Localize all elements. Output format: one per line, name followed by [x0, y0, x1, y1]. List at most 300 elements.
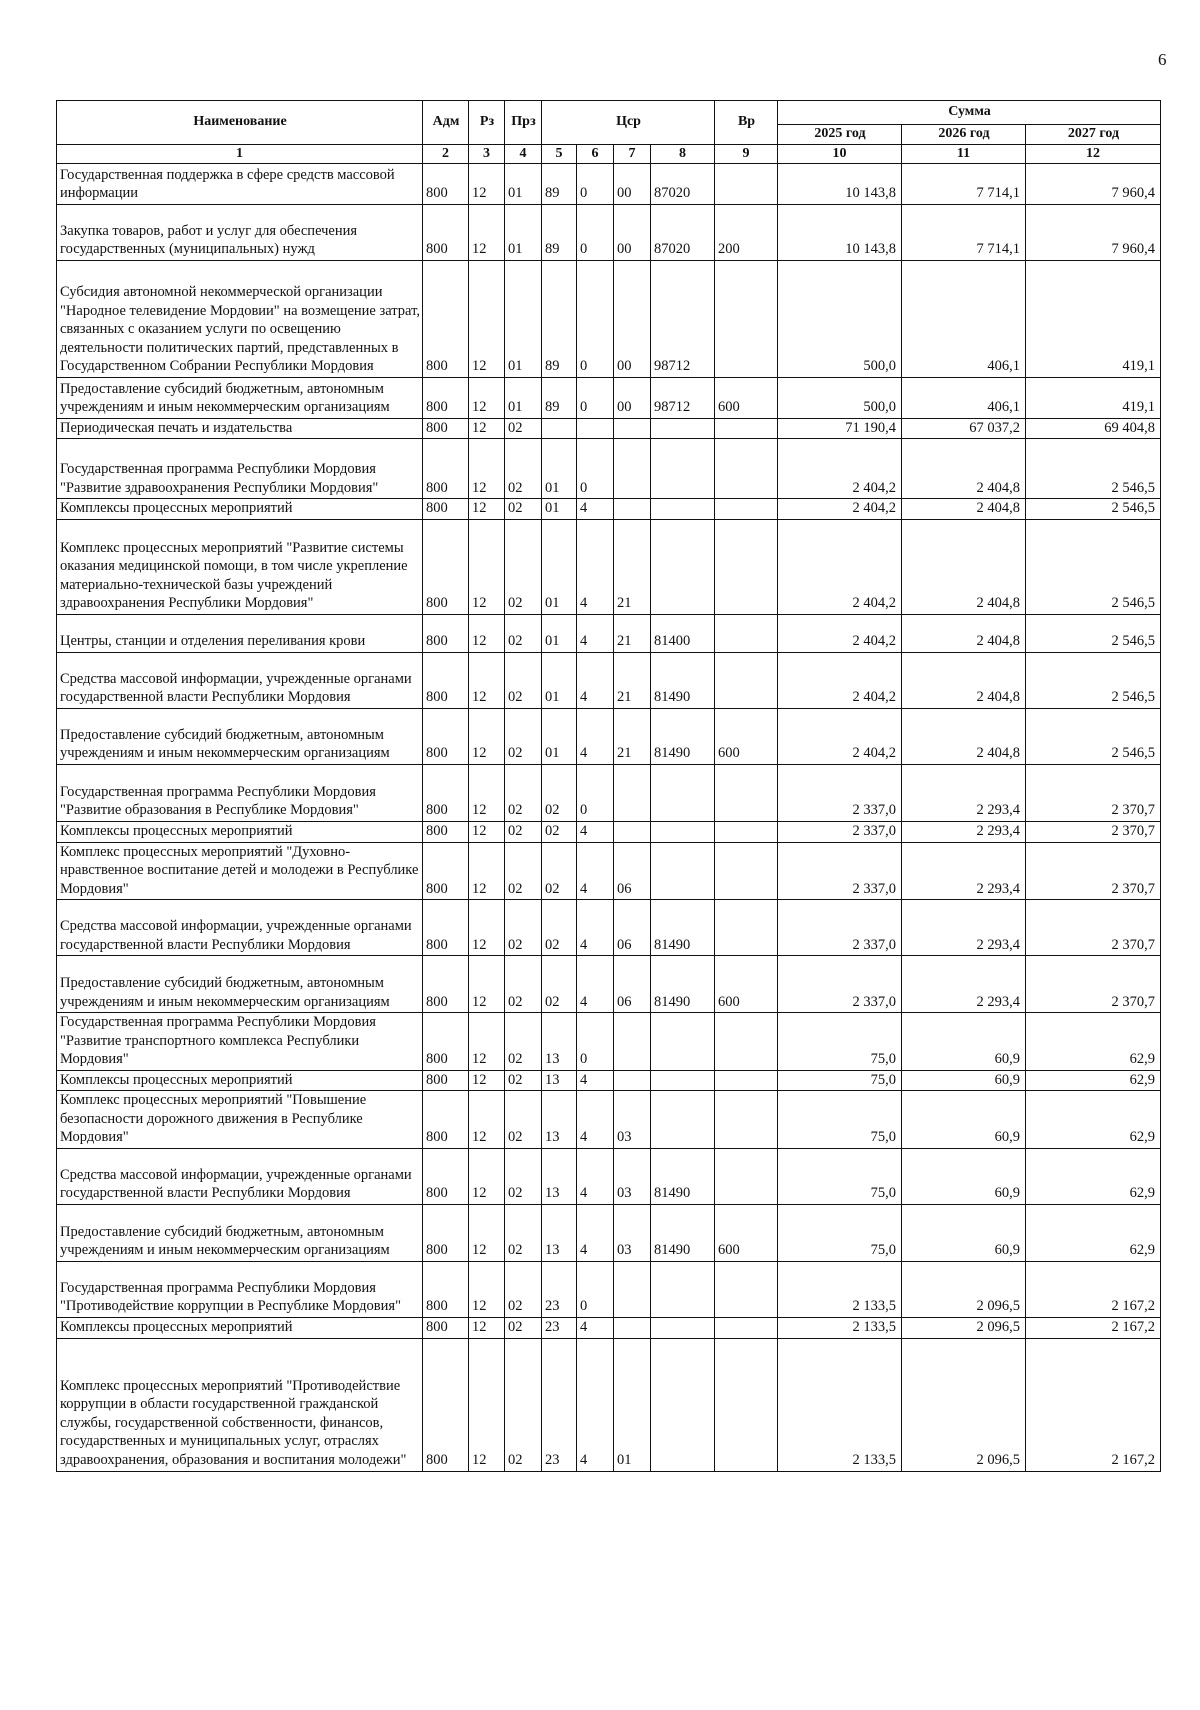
- row-vr: [715, 822, 778, 843]
- row-sum-2025: 2 133,5: [778, 1338, 902, 1471]
- row-csr-subprogram: [614, 1318, 651, 1339]
- row-csr-subprogram: [614, 439, 651, 499]
- row-rz: 12: [469, 260, 505, 377]
- row-vr: 200: [715, 204, 778, 260]
- row-sum-2026: 60,9: [902, 1070, 1026, 1091]
- row-sum-2025: 10 143,8: [778, 163, 902, 204]
- row-adm: 800: [423, 1262, 469, 1318]
- row-sum-2025: 2 337,0: [778, 822, 902, 843]
- row-name: Комплекс процессных мероприятий "Противодействие коррупции в области государственной гражданской службы, государственной собственности, финансов, государственных и муниципальных услуг, отраслях здравоохранения, образования и воспитания молодежи": [57, 1338, 423, 1471]
- row-sum-2027: 2 370,7: [1026, 900, 1161, 956]
- column-number: 6: [577, 144, 614, 163]
- row-csr-direction: [651, 822, 715, 843]
- row-name: Центры, станции и отделения переливания крови: [57, 615, 423, 653]
- row-vr: [715, 1149, 778, 1205]
- row-sum-2027: 2 167,2: [1026, 1262, 1161, 1318]
- row-prz: 02: [505, 1262, 542, 1318]
- table-row: [57, 260, 1161, 377]
- column-number: 2: [423, 144, 469, 163]
- header-csr: Цср: [542, 101, 715, 145]
- row-csr-direction: [651, 1338, 715, 1471]
- row-sum-2027: 2 370,7: [1026, 956, 1161, 1013]
- row-name: Средства массовой информации, учрежденные органами государственной власти Республики Мордовия: [57, 653, 423, 709]
- table-body: [57, 163, 1161, 1471]
- row-adm: 800: [423, 1338, 469, 1471]
- row-csr-subprogram: 00: [614, 163, 651, 204]
- row-name: Средства массовой информации, учрежденные органами государственной власти Республики Мордовия: [57, 900, 423, 956]
- row-csr-program: 23: [542, 1262, 577, 1318]
- row-sum-2026: 2 293,4: [902, 765, 1026, 822]
- row-csr-type: 4: [577, 1149, 614, 1205]
- column-number: 1: [57, 144, 423, 163]
- row-prz: 02: [505, 1070, 542, 1091]
- row-sum-2026: 2 096,5: [902, 1338, 1026, 1471]
- row-vr: [715, 418, 778, 439]
- row-sum-2026: 2 293,4: [902, 822, 1026, 843]
- table-row: [57, 956, 1161, 1013]
- row-csr-subprogram: 06: [614, 956, 651, 1013]
- row-csr-program: 89: [542, 377, 577, 418]
- row-csr-type: 4: [577, 615, 614, 653]
- row-csr-program: 02: [542, 900, 577, 956]
- row-sum-2025: 71 190,4: [778, 418, 902, 439]
- row-rz: 12: [469, 163, 505, 204]
- row-sum-2026: 7 714,1: [902, 204, 1026, 260]
- row-csr-type: 0: [577, 204, 614, 260]
- row-prz: 01: [505, 260, 542, 377]
- row-adm: 800: [423, 260, 469, 377]
- row-adm: 800: [423, 956, 469, 1013]
- row-csr-type: [577, 418, 614, 439]
- column-number: 7: [614, 144, 651, 163]
- row-name: Предоставление субсидий бюджетным, автономным учреждениям и иным некоммерческим организациям: [57, 377, 423, 418]
- table-row: [57, 418, 1161, 439]
- row-vr: [715, 653, 778, 709]
- row-name: Предоставление субсидий бюджетным, автономным учреждениям и иным некоммерческим организациям: [57, 1205, 423, 1262]
- row-sum-2025: 75,0: [778, 1013, 902, 1071]
- row-csr-subprogram: 21: [614, 520, 651, 615]
- row-name: Периодическая печать и издательства: [57, 418, 423, 439]
- row-sum-2027: 2 546,5: [1026, 653, 1161, 709]
- row-sum-2026: 2 404,8: [902, 499, 1026, 520]
- row-sum-2027: 2 546,5: [1026, 499, 1161, 520]
- row-csr-subprogram: [614, 1013, 651, 1071]
- row-csr-program: 89: [542, 163, 577, 204]
- column-number: 8: [651, 144, 715, 163]
- row-vr: [715, 439, 778, 499]
- row-adm: 800: [423, 520, 469, 615]
- header-year-2026: 2026 год: [902, 125, 1026, 145]
- row-sum-2027: 2 167,2: [1026, 1318, 1161, 1339]
- row-sum-2025: 75,0: [778, 1205, 902, 1262]
- row-csr-type: 4: [577, 1091, 614, 1149]
- row-sum-2027: 2 167,2: [1026, 1338, 1161, 1471]
- row-rz: 12: [469, 520, 505, 615]
- header-year-2027: 2027 год: [1026, 125, 1161, 145]
- row-adm: 800: [423, 1149, 469, 1205]
- table-row: [57, 822, 1161, 843]
- row-prz: 02: [505, 1205, 542, 1262]
- row-csr-subprogram: 00: [614, 204, 651, 260]
- row-sum-2026: 60,9: [902, 1205, 1026, 1262]
- row-rz: 12: [469, 653, 505, 709]
- row-csr-direction: [651, 520, 715, 615]
- row-name: Государственная программа Республики Мордовия "Противодействие коррупции в Республике Мордовия": [57, 1262, 423, 1318]
- row-sum-2025: 75,0: [778, 1149, 902, 1205]
- table-row: [57, 1338, 1161, 1471]
- row-csr-direction: 81490: [651, 1149, 715, 1205]
- row-csr-program: 13: [542, 1091, 577, 1149]
- row-sum-2026: 406,1: [902, 260, 1026, 377]
- row-csr-type: 4: [577, 520, 614, 615]
- row-csr-subprogram: 01: [614, 1338, 651, 1471]
- row-sum-2025: 75,0: [778, 1091, 902, 1149]
- row-adm: 800: [423, 1205, 469, 1262]
- row-csr-direction: 98712: [651, 377, 715, 418]
- row-sum-2025: 10 143,8: [778, 204, 902, 260]
- row-rz: 12: [469, 1338, 505, 1471]
- header-row: [57, 101, 1161, 125]
- row-csr-subprogram: [614, 1262, 651, 1318]
- row-vr: 600: [715, 956, 778, 1013]
- row-rz: 12: [469, 1013, 505, 1071]
- row-vr: [715, 1262, 778, 1318]
- row-prz: 02: [505, 1318, 542, 1339]
- row-csr-subprogram: 21: [614, 709, 651, 765]
- budget-table: [56, 100, 1161, 1472]
- row-prz: 02: [505, 1338, 542, 1471]
- row-prz: 02: [505, 822, 542, 843]
- row-csr-type: 0: [577, 163, 614, 204]
- row-sum-2027: 419,1: [1026, 377, 1161, 418]
- row-prz: 02: [505, 1091, 542, 1149]
- row-name: Средства массовой информации, учрежденные органами государственной власти Республики Мордовия: [57, 1149, 423, 1205]
- row-adm: 800: [423, 377, 469, 418]
- row-prz: 02: [505, 1013, 542, 1071]
- row-csr-direction: 87020: [651, 204, 715, 260]
- row-vr: [715, 615, 778, 653]
- row-csr-program: 13: [542, 1013, 577, 1071]
- row-sum-2026: 60,9: [902, 1149, 1026, 1205]
- row-adm: 800: [423, 709, 469, 765]
- row-adm: 800: [423, 615, 469, 653]
- header-rz: Рз: [469, 101, 505, 145]
- row-vr: [715, 260, 778, 377]
- row-vr: [715, 1013, 778, 1071]
- table-row: [57, 1149, 1161, 1205]
- row-prz: 02: [505, 439, 542, 499]
- row-sum-2027: 62,9: [1026, 1205, 1161, 1262]
- table-row: [57, 709, 1161, 765]
- table-row: [57, 1091, 1161, 1149]
- row-csr-type: 4: [577, 1318, 614, 1339]
- header-prz: Прз: [505, 101, 542, 145]
- table-row: [57, 615, 1161, 653]
- row-csr-subprogram: 21: [614, 653, 651, 709]
- row-name: Комплексы процессных мероприятий: [57, 1070, 423, 1091]
- row-csr-subprogram: [614, 1070, 651, 1091]
- row-vr: [715, 1338, 778, 1471]
- row-csr-subprogram: 21: [614, 615, 651, 653]
- row-csr-type: 4: [577, 956, 614, 1013]
- row-csr-type: 0: [577, 765, 614, 822]
- row-sum-2027: 62,9: [1026, 1070, 1161, 1091]
- row-rz: 12: [469, 418, 505, 439]
- row-sum-2025: 2 133,5: [778, 1262, 902, 1318]
- row-csr-program: 02: [542, 765, 577, 822]
- row-rz: 12: [469, 765, 505, 822]
- row-csr-program: 01: [542, 499, 577, 520]
- row-rz: 12: [469, 709, 505, 765]
- row-sum-2026: 2 293,4: [902, 900, 1026, 956]
- row-rz: 12: [469, 1091, 505, 1149]
- row-sum-2027: 62,9: [1026, 1091, 1161, 1149]
- row-sum-2026: 67 037,2: [902, 418, 1026, 439]
- table-row: [57, 204, 1161, 260]
- row-adm: 800: [423, 822, 469, 843]
- row-prz: 02: [505, 499, 542, 520]
- row-sum-2026: 2 404,8: [902, 439, 1026, 499]
- row-sum-2025: 75,0: [778, 1070, 902, 1091]
- row-vr: 600: [715, 1205, 778, 1262]
- row-adm: 800: [423, 499, 469, 520]
- table-row: [57, 1262, 1161, 1318]
- row-name: Закупка товаров, работ и услуг для обеспечения государственных (муниципальных) нужд: [57, 204, 423, 260]
- row-csr-direction: [651, 418, 715, 439]
- row-csr-type: 0: [577, 260, 614, 377]
- row-prz: 02: [505, 765, 542, 822]
- row-sum-2027: 2 546,5: [1026, 439, 1161, 499]
- row-name: Предоставление субсидий бюджетным, автономным учреждениям и иным некоммерческим организациям: [57, 956, 423, 1013]
- row-csr-type: 4: [577, 900, 614, 956]
- row-prz: 01: [505, 204, 542, 260]
- row-csr-program: 02: [542, 956, 577, 1013]
- row-prz: 01: [505, 163, 542, 204]
- row-sum-2026: 2 293,4: [902, 956, 1026, 1013]
- row-csr-program: 01: [542, 520, 577, 615]
- row-csr-subprogram: 03: [614, 1091, 651, 1149]
- row-sum-2025: 2 404,2: [778, 653, 902, 709]
- row-csr-direction: 81490: [651, 1205, 715, 1262]
- table-row: [57, 520, 1161, 615]
- row-csr-program: 89: [542, 260, 577, 377]
- row-name: Предоставление субсидий бюджетным, автономным учреждениям и иным некоммерческим организациям: [57, 709, 423, 765]
- row-sum-2026: 2 293,4: [902, 842, 1026, 900]
- row-csr-direction: [651, 1013, 715, 1071]
- row-csr-program: 23: [542, 1318, 577, 1339]
- row-prz: 01: [505, 377, 542, 418]
- row-name: Комплекс процессных мероприятий "Повышение безопасности дорожного движения в Республике Мордовия": [57, 1091, 423, 1149]
- row-vr: [715, 163, 778, 204]
- row-name: Комплекс процессных мероприятий "Развитие системы оказания медицинской помощи, в том числе укрепление материально-технической базы учреждений здравоохранения Республики Мордовия": [57, 520, 423, 615]
- row-csr-program: 13: [542, 1070, 577, 1091]
- row-csr-subprogram: [614, 418, 651, 439]
- row-csr-type: 0: [577, 439, 614, 499]
- row-name: Субсидия автономной некоммерческой организации "Народное телевидение Мордовии" на возмещение затрат, связанных с оказанием услуги по освещению деятельности политических партий, представленных в Государственном Собрании Республики Мордовия: [57, 260, 423, 377]
- row-sum-2027: 2 546,5: [1026, 520, 1161, 615]
- row-csr-subprogram: 00: [614, 377, 651, 418]
- row-csr-direction: [651, 1091, 715, 1149]
- row-csr-type: 4: [577, 1205, 614, 1262]
- row-prz: 02: [505, 842, 542, 900]
- row-sum-2027: 7 960,4: [1026, 204, 1161, 260]
- column-number: 11: [902, 144, 1026, 163]
- row-rz: 12: [469, 1070, 505, 1091]
- row-sum-2027: 2 370,7: [1026, 842, 1161, 900]
- row-rz: 12: [469, 900, 505, 956]
- table-row: [57, 1013, 1161, 1071]
- row-sum-2026: 2 404,8: [902, 520, 1026, 615]
- row-prz: 02: [505, 520, 542, 615]
- row-csr-direction: 87020: [651, 163, 715, 204]
- column-number: 9: [715, 144, 778, 163]
- table-row: [57, 1318, 1161, 1339]
- row-prz: 02: [505, 615, 542, 653]
- row-sum-2025: 2 337,0: [778, 956, 902, 1013]
- row-rz: 12: [469, 499, 505, 520]
- header-adm: Адм: [423, 101, 469, 145]
- row-adm: 800: [423, 1091, 469, 1149]
- row-sum-2025: 500,0: [778, 260, 902, 377]
- row-csr-direction: 81490: [651, 900, 715, 956]
- row-adm: 800: [423, 204, 469, 260]
- row-rz: 12: [469, 1262, 505, 1318]
- row-csr-program: 01: [542, 709, 577, 765]
- row-rz: 12: [469, 956, 505, 1013]
- column-number: 5: [542, 144, 577, 163]
- row-sum-2025: 2 337,0: [778, 842, 902, 900]
- row-adm: 800: [423, 418, 469, 439]
- table-row: [57, 499, 1161, 520]
- header-vr: Вр: [715, 101, 778, 145]
- row-sum-2025: 2 404,2: [778, 709, 902, 765]
- row-csr-type: 4: [577, 1070, 614, 1091]
- row-csr-subprogram: 03: [614, 1149, 651, 1205]
- row-csr-program: 13: [542, 1205, 577, 1262]
- row-sum-2027: 69 404,8: [1026, 418, 1161, 439]
- row-sum-2026: 2 096,5: [902, 1262, 1026, 1318]
- row-rz: 12: [469, 615, 505, 653]
- row-vr: [715, 842, 778, 900]
- row-sum-2026: 406,1: [902, 377, 1026, 418]
- row-csr-subprogram: [614, 765, 651, 822]
- row-sum-2026: 2 404,8: [902, 709, 1026, 765]
- row-name: Комплексы процессных мероприятий: [57, 499, 423, 520]
- page-number: 6: [1158, 50, 1167, 69]
- row-csr-type: 4: [577, 1338, 614, 1471]
- row-sum-2025: 2 337,0: [778, 900, 902, 956]
- row-adm: 800: [423, 653, 469, 709]
- column-number: 12: [1026, 144, 1161, 163]
- row-prz: 02: [505, 418, 542, 439]
- row-adm: 800: [423, 1318, 469, 1339]
- column-number-row: [57, 144, 1161, 163]
- row-adm: 800: [423, 900, 469, 956]
- row-prz: 02: [505, 653, 542, 709]
- row-rz: 12: [469, 822, 505, 843]
- table-row: [57, 765, 1161, 822]
- row-vr: [715, 499, 778, 520]
- table-row: [57, 1070, 1161, 1091]
- table-row: [57, 439, 1161, 499]
- row-sum-2025: 2 404,2: [778, 520, 902, 615]
- row-csr-type: 4: [577, 499, 614, 520]
- row-rz: 12: [469, 204, 505, 260]
- row-csr-subprogram: 03: [614, 1205, 651, 1262]
- column-number: 4: [505, 144, 542, 163]
- row-csr-direction: 81490: [651, 709, 715, 765]
- row-rz: 12: [469, 842, 505, 900]
- row-rz: 12: [469, 1149, 505, 1205]
- row-csr-subprogram: [614, 822, 651, 843]
- row-csr-direction: [651, 1318, 715, 1339]
- table-row: [57, 842, 1161, 900]
- row-prz: 02: [505, 956, 542, 1013]
- row-sum-2027: 419,1: [1026, 260, 1161, 377]
- row-adm: 800: [423, 439, 469, 499]
- table-row: [57, 1205, 1161, 1262]
- header-name: Наименование: [57, 101, 423, 145]
- row-adm: 800: [423, 163, 469, 204]
- row-sum-2027: 2 546,5: [1026, 615, 1161, 653]
- row-csr-direction: [651, 499, 715, 520]
- row-sum-2027: 2 546,5: [1026, 709, 1161, 765]
- row-adm: 800: [423, 1013, 469, 1071]
- row-csr-type: 0: [577, 1013, 614, 1071]
- row-sum-2026: 60,9: [902, 1013, 1026, 1071]
- row-vr: [715, 900, 778, 956]
- row-csr-direction: [651, 439, 715, 499]
- row-csr-type: 4: [577, 842, 614, 900]
- row-csr-program: 01: [542, 439, 577, 499]
- row-rz: 12: [469, 1205, 505, 1262]
- row-csr-program: 89: [542, 204, 577, 260]
- row-csr-direction: 98712: [651, 260, 715, 377]
- row-name: Государственная программа Республики Мордовия "Развитие транспортного комплекса Республики Мордовия": [57, 1013, 423, 1071]
- row-vr: [715, 765, 778, 822]
- row-name: Государственная поддержка в сфере средств массовой информации: [57, 163, 423, 204]
- column-number: 10: [778, 144, 902, 163]
- row-sum-2027: 62,9: [1026, 1149, 1161, 1205]
- row-csr-type: 4: [577, 822, 614, 843]
- row-csr-program: 02: [542, 822, 577, 843]
- row-csr-direction: 81490: [651, 653, 715, 709]
- row-sum-2025: 2 404,2: [778, 499, 902, 520]
- row-sum-2026: 2 404,8: [902, 615, 1026, 653]
- row-csr-direction: [651, 1262, 715, 1318]
- row-rz: 12: [469, 439, 505, 499]
- row-prz: 02: [505, 709, 542, 765]
- row-csr-type: 0: [577, 1262, 614, 1318]
- row-csr-type: 4: [577, 709, 614, 765]
- table-row: [57, 653, 1161, 709]
- row-sum-2026: 2 096,5: [902, 1318, 1026, 1339]
- row-vr: [715, 1070, 778, 1091]
- row-sum-2025: 2 404,2: [778, 439, 902, 499]
- row-csr-subprogram: 00: [614, 260, 651, 377]
- row-sum-2025: 500,0: [778, 377, 902, 418]
- row-name: Комплексы процессных мероприятий: [57, 822, 423, 843]
- row-csr-subprogram: [614, 499, 651, 520]
- row-vr: 600: [715, 377, 778, 418]
- row-vr: [715, 1091, 778, 1149]
- row-csr-direction: [651, 1070, 715, 1091]
- header-year-2025: 2025 год: [778, 125, 902, 145]
- row-adm: 800: [423, 842, 469, 900]
- row-csr-program: 01: [542, 653, 577, 709]
- row-rz: 12: [469, 377, 505, 418]
- row-sum-2025: 2 337,0: [778, 765, 902, 822]
